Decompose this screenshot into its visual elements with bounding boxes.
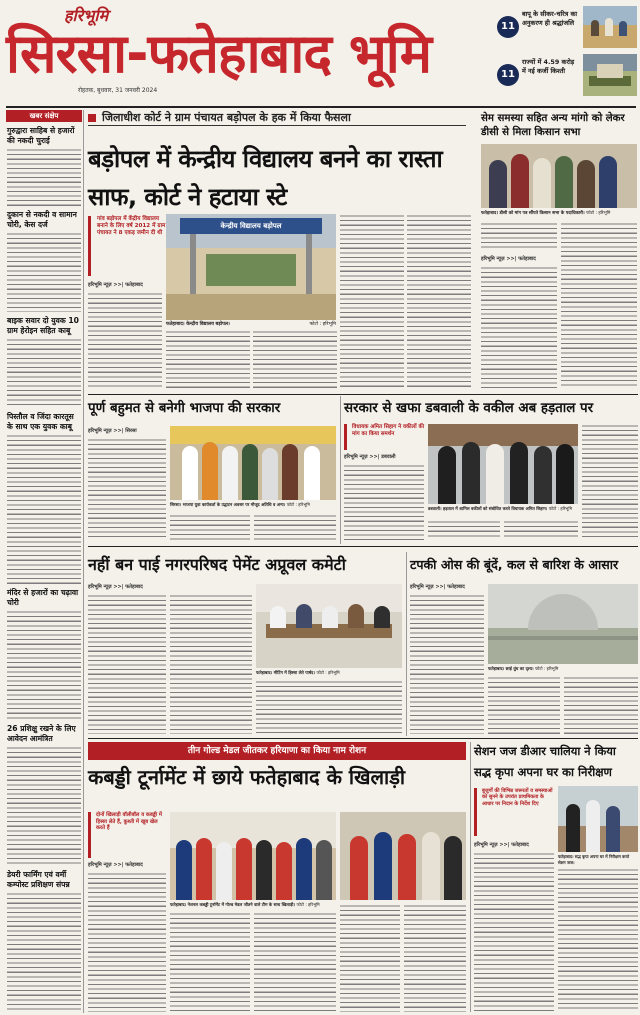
teaser-photo bbox=[583, 6, 637, 48]
story-body bbox=[428, 520, 500, 540]
story-kicker: सेशन जज डीआर चालिया ने किया bbox=[474, 744, 616, 758]
story-body bbox=[170, 594, 252, 734]
section-rule bbox=[88, 738, 638, 739]
story-photo bbox=[558, 786, 638, 852]
story-body bbox=[256, 680, 402, 734]
teaser-item[interactable] bbox=[497, 4, 637, 50]
story-body bbox=[88, 594, 166, 734]
story-photo bbox=[170, 426, 336, 500]
story-photo bbox=[481, 144, 637, 208]
column-rule bbox=[470, 742, 471, 1012]
section-rule bbox=[88, 546, 638, 547]
story-body bbox=[170, 514, 250, 540]
story-headline[interactable]: टपकी ओस की बूंदें, कल से बारिश के आसार bbox=[410, 557, 619, 572]
brief-body bbox=[7, 746, 81, 866]
story-caption bbox=[170, 902, 336, 908]
story-caption bbox=[256, 670, 402, 676]
story-headline[interactable]: कबड्डी टूर्नामेंट में छाये फतेहाबाद के खिलाड़ी bbox=[88, 765, 406, 789]
story-byline: हरिभूमि न्यूज़ >>| फतेहाबाद bbox=[410, 584, 465, 590]
caption-text: फतेहाबाद। केन्द्रीय विद्यालय बड़ोपल। bbox=[166, 322, 230, 327]
masthead-rule bbox=[6, 106, 636, 108]
story-caption: फतेहाबाद। सद्भ कृपा अपना घर में निरीक्षण करते सेशन जज। bbox=[558, 854, 630, 865]
photo-credit: फोटो : हरिभूमि bbox=[296, 902, 320, 907]
lead-body bbox=[88, 292, 162, 388]
story-body bbox=[488, 676, 560, 734]
masthead bbox=[6, 2, 496, 106]
brand-logo: हरिभूमि bbox=[64, 6, 109, 25]
story-headline[interactable]: सद्भ कृपा अपना घर का निरीक्षण bbox=[474, 765, 612, 779]
highlight-box bbox=[88, 812, 166, 858]
story-caption bbox=[488, 666, 638, 672]
teaser-item[interactable] bbox=[497, 52, 637, 98]
story-headline[interactable]: पूर्ण बहुमत से बनेगी भाजपा की सरकार bbox=[88, 401, 281, 416]
story-body bbox=[88, 438, 166, 540]
lead-photo-caption bbox=[166, 321, 336, 327]
kicker-text: जिलाधीश कोर्ट ने ग्राम पंचायत बड़ोपल के हक में किया फैसला bbox=[102, 111, 351, 124]
teaser-text: बापू के सीकर-चरित्र का अनुकरण ही श्रद्धांजलि bbox=[522, 10, 578, 27]
brief-body bbox=[7, 338, 81, 408]
kicker-bullet-icon bbox=[88, 114, 96, 122]
story-body bbox=[582, 424, 638, 540]
caption-text: फतेहाबाद। छाई धुंध का दृश्य। bbox=[488, 666, 534, 671]
story-body bbox=[564, 676, 638, 734]
brief-headline[interactable]: पिस्तौल व जिंदा कारतूस के साथ एक युवक काबू bbox=[7, 412, 74, 431]
brief-headline[interactable]: गुरुद्वारा साहिब से हजारों की नकदी चुराई bbox=[7, 126, 75, 145]
photo-credit: फोटो : हरिभूमि bbox=[586, 211, 611, 216]
dateline: रोहतक, बुधवार, 31 जनवरी 2024 bbox=[78, 87, 158, 94]
teaser-text: राज्यों में 4.59 करोड़ में नई कर्जी किश्ती bbox=[522, 58, 575, 75]
page-number-badge: 11 bbox=[497, 64, 519, 86]
story-kicker: तीन गोल्ड मेडल जीतकर हरियाणा का किया नाम रोशन bbox=[88, 742, 466, 760]
story-photo bbox=[256, 584, 402, 668]
story-body bbox=[561, 222, 637, 388]
story-photo bbox=[428, 424, 578, 504]
brief-headline[interactable]: दुकान से नकदी व सामान चोरी, केस दर्ज bbox=[7, 210, 77, 229]
story-body bbox=[410, 594, 484, 734]
story-headline[interactable]: नहीं बन पाई नगरपरिषद पेमेंट अप्रूवल कमेटी bbox=[88, 555, 346, 574]
highlight-box bbox=[474, 788, 554, 836]
photo-credit: फोटो : हरिभूमि bbox=[548, 506, 572, 511]
teaser-photo bbox=[583, 54, 637, 96]
highlight-text: गांव बड़ोपल में केंद्रीय विद्यालय बनाने के लिए वर्ष 2012 में ग्राम पंचायत ने 8 एकड़ जमीन दी थी bbox=[97, 216, 166, 236]
brief-headline[interactable]: बाइक सवार दो युवक 10 ग्राम हेरोइन सहित काबू bbox=[7, 316, 79, 335]
story-body bbox=[170, 912, 250, 1012]
photo-credit: फोटो : हरिभूमि bbox=[535, 666, 559, 671]
caption-text: सिरसा। भाजपा युवा कार्यकर्ता के उद्घाटन अवसर पर मौजूद अतिथि व अन्य। bbox=[170, 502, 286, 507]
caption-text: फतेहाबाद। डीसी को मांग पत्र सौंपते किसान सभा के पदाधिकारी। bbox=[481, 211, 585, 216]
caption-text: फतेहाबाद। नेशनल कबड्डी टूर्नामेंट में गोल्ड मेडल जीतने वाले टीम के साथ खिलाड़ी। bbox=[170, 902, 296, 907]
news-brief-column bbox=[6, 110, 84, 1013]
story-body bbox=[481, 266, 557, 388]
story-byline: हरिभूमि न्यूज़ >>| फतेहाबाद bbox=[474, 842, 529, 848]
story-byline: हरिभूमि न्यूज़ >>| डबवाली bbox=[344, 454, 396, 460]
column-rule bbox=[406, 552, 407, 736]
photo-credit: फोटो : हरिभूमि bbox=[309, 322, 336, 327]
story-body bbox=[88, 872, 166, 1012]
story-caption bbox=[428, 506, 578, 512]
lead-photo bbox=[166, 214, 336, 320]
photo-credit: फोटो : हरिभूमि bbox=[286, 502, 310, 507]
brief-body bbox=[7, 232, 81, 312]
brief-headline[interactable]: मंदिर से हजारों का चढ़ावा चोरी bbox=[7, 588, 79, 607]
highlight-text: विधायक अमित सिहाग ने वकीलों की मांग का किया समर्थन bbox=[352, 424, 425, 437]
story-caption bbox=[170, 502, 336, 508]
highlight-text: दोनों खिलाड़ी वॉलीबॉल व कबड्डी में हिस्सा लेते हैं, कुश्ती में खूब खेल करते हैं bbox=[96, 812, 162, 832]
story-headline[interactable]: सेम समस्या सहित अन्य मांगो को लेकर डीसी से मिला किसान सभा bbox=[481, 113, 625, 138]
story-body bbox=[481, 222, 557, 250]
story-body bbox=[254, 514, 336, 540]
highlight-box bbox=[88, 216, 166, 276]
lead-headline[interactable]: बड़ोपल में केन्द्रीय विद्यालय बनने का रास्ता साफ, कोर्ट ने हटाया स्टे bbox=[88, 145, 443, 211]
story-byline: हरिभूमि न्यूज़ >>| फतेहाबाद bbox=[88, 862, 143, 868]
brief-headline[interactable]: डेयरी फार्मिंग एवं वर्मी कम्पोस्ट प्रशिक्षण संपन्न bbox=[7, 870, 70, 889]
highlight-text: बुजुर्गों की विभिन्न जरूरतों व समस्याओं को सुनने के उपरांत प्राथमिकता के आधार पर निदान के निर्देश दिए bbox=[482, 788, 553, 807]
teaser-box bbox=[497, 4, 637, 100]
lead-body bbox=[253, 330, 337, 388]
lead-body bbox=[407, 214, 471, 388]
story-photo bbox=[170, 812, 336, 900]
caption-text: फतेहाबाद। मीटिंग में हिस्सा लेते पार्षद। bbox=[256, 670, 315, 675]
brief-headline[interactable]: 26 प्रशिक्षु रखने के लिए आवेदन आमंत्रित bbox=[7, 724, 76, 743]
column-rule bbox=[340, 396, 341, 544]
page-number-badge: 11 bbox=[497, 16, 519, 38]
lead-kicker bbox=[88, 110, 466, 126]
photo-credit: फोटो : हरिभूमि bbox=[316, 670, 340, 675]
story-byline: हरिभूमि न्यूज़ >>| सिरसा bbox=[88, 428, 137, 434]
story-body bbox=[344, 464, 424, 540]
lead-body bbox=[340, 214, 404, 388]
column-header: खबर संक्षेप bbox=[6, 110, 82, 122]
lead-body bbox=[166, 330, 250, 388]
story-body bbox=[558, 868, 638, 1012]
photo-sign: केन्द्रीय विद्यालय बड़ोपल bbox=[180, 218, 322, 234]
story-byline: हरिभूमि न्यूज़ >>| फतेहाबाद bbox=[481, 256, 536, 262]
masthead-title: सिरसा-फतेहाबाद भूमि bbox=[6, 22, 432, 85]
story-body bbox=[504, 520, 578, 540]
story-body bbox=[404, 904, 466, 1012]
caption-text: डबवाली। हड़ताल में शामिल वकीलों को संबोधित करते विधायक अमित सिहाग। bbox=[428, 506, 548, 511]
story-body bbox=[474, 852, 554, 1012]
story-byline: हरिभूमि न्यूज़ >>| फतेहाबाद bbox=[88, 584, 143, 590]
brief-body bbox=[7, 892, 81, 1012]
story-caption bbox=[481, 210, 637, 216]
story-photo bbox=[488, 584, 638, 664]
story-photo bbox=[340, 812, 466, 900]
story-body bbox=[340, 904, 400, 1012]
brief-body bbox=[7, 148, 81, 206]
brief-body bbox=[7, 434, 81, 584]
lead-byline: हरिभूमि न्यूज़ >>| फतेहाबाद bbox=[88, 282, 143, 288]
story-body bbox=[254, 912, 336, 1012]
story-headline[interactable]: सरकार से खफा डबवाली के वकील अब हड़ताल पर bbox=[344, 401, 594, 416]
section-rule bbox=[88, 394, 638, 395]
highlight-box bbox=[344, 424, 426, 450]
brief-body bbox=[7, 610, 81, 720]
